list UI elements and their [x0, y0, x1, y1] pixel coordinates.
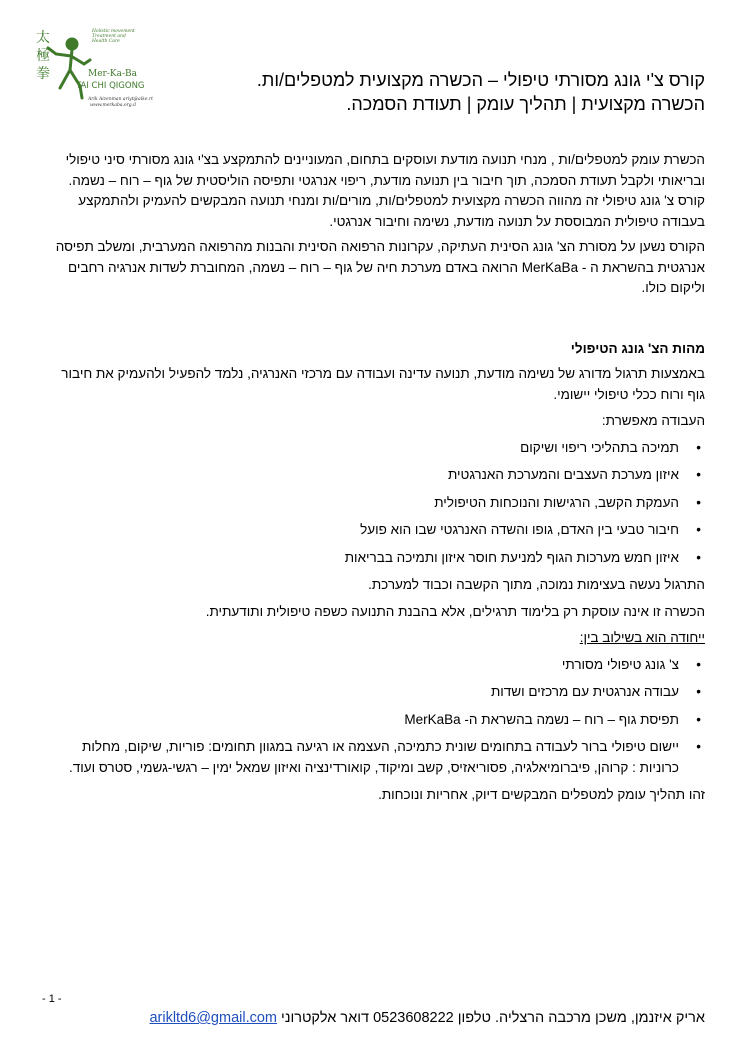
- title-line-1: קורס צ'י גונג מסורתי טיפולי – הכשרה מקצועית למטפלים/ות.: [256, 70, 705, 90]
- document-title: [105, 68, 705, 116]
- document-body: [40, 150, 705, 806]
- logo-small-1: Holistic movement: [92, 29, 135, 34]
- logo-brand-sub: TAI CHI QIGONG: [76, 81, 145, 91]
- benefits-list: [40, 438, 705, 569]
- page-number: - 1 -: [42, 993, 62, 1005]
- uniqueness-list: [40, 655, 705, 779]
- logo-small-3: Health Care: [92, 39, 120, 44]
- list-item: • עבודה אנרגטית עם מרכזים ושדות: [40, 682, 679, 703]
- logo-small-2: Treatment and: [92, 34, 126, 39]
- email-link[interactable]: arikltd6@gmail.com: [149, 1010, 278, 1026]
- list-item: • העמקת הקשב, הרגישות והנוכחות הטיפולית: [40, 493, 679, 514]
- list-item: • תפיסת גוף – רוח – נשמה בהשראת ה- MerKaBa: [40, 710, 679, 731]
- section-paragraph-2: התרגול נעשה בעצימות נמוכה, מתוך הקשבה וכבוד למערכת.: [368, 577, 705, 592]
- section-heading: מהות הצ' גונג הטיפולי: [570, 340, 705, 356]
- list-item: • צ' גונג טיפולי מסורתי: [40, 655, 679, 676]
- section-paragraph-3: הכשרה זו אינה עוסקת רק בלימוד תרגילים, אלא בהבנת התנועה כשפה טיפולית ותודעתית.: [205, 603, 705, 619]
- list-item: • איזון מערכת העצבים והמערכת האנרגטית: [40, 465, 679, 486]
- list-item: • תמיכה בתהליכי ריפוי ושיקום: [40, 438, 679, 459]
- list-item: • יישום טיפולי ברור לעבודה בתחומים שונית כתמיכה, העצמה או רגיעה במגוון תחומים: פוריות, שיקום, מחלות כרוניות : קרוהן, פיברומיאלגיה, פסוריאזיס, קשב ומיקוד, קואורדינציה ואיזון שמאל ימין – רגשי-גשמי, סטרס ועוד.: [40, 737, 679, 778]
- list-item: • חיבור טבעי בין האדם, גופו והשדה האנרגטי שבו הוא פועל: [40, 520, 679, 541]
- logo-char-1: 太: [36, 30, 50, 46]
- list2-intro: ייחודה הוא בשילוב בין:: [579, 630, 705, 645]
- logo-char-2: 極: [36, 48, 50, 64]
- closing-paragraph: זהו תהליך עומק למטפלים המבקשים דיוק, אחריות ונוכחות.: [378, 787, 705, 802]
- logo-char-3: 拳: [36, 66, 50, 82]
- logo-contact-2: www.merkaba.org.il: [90, 103, 136, 108]
- logo-brand: Mer-Ka-Ba: [88, 69, 137, 79]
- title-line-2: הכשרה מקצועית | תהליך עומק | תעודת הסמכה.: [346, 94, 705, 114]
- intro-paragraph-2: הקורס נשען על מסורת הצ' גונג הסינית העתיקה, עקרונות הרפואה הסינית והבנות מהרפואה המערבית, ומשלב תפיסה אנרגטית בהשראת ה - MerKaBa הרואה באדם מערכת חיה של גוף – רוח – נשמה, המחוברת לשדות אנרגיה רחבים וליקום כולו.: [55, 239, 705, 295]
- intro-paragraph-1: הכשרת עומק למטפלים/ות , מנחי תנועה מודעת ועוסקים בתחום, המעוניינים להתמקצע בצ'י גונג מסורתי סיני טיפולי ובריאותי ולקבל תעודת הסמכה, תוך חיבור בין תנועה מודעת, ריפוי אנרגטי ותפיסה הוליסטית של גוף – רוח – נשמה.: [65, 152, 705, 188]
- list-item: • איזון חמש מערכות הגוף למניעת חוסר איזון ותמיכה בבריאות: [40, 548, 679, 569]
- section-paragraph-1: באמצעות תרגול מדורג של נשימה מודעת, תנועה עדינה ועבודה עם מרכזי האנרגיה, נלמד להפעיל ולהעמיק את חיבור גוף ורוח ככלי טיפולי יישומי.: [61, 366, 705, 402]
- footer-contact-text: אריק איזנמן, משכן מרכבה הרצליה. טלפון 0523608222 דואר אלקטרוני: [281, 1010, 705, 1026]
- logo-contact-1: Arik Aizenman ariyt@aike.rt: [88, 97, 153, 102]
- list1-intro: העבודה מאפשרת:: [601, 413, 705, 428]
- footer-contact: [40, 1008, 705, 1028]
- intro-paragraph-1b: קורס צ' גונג טיפולי זה מהווה הכשרה מקצועית למטפלים/ות, מורים/ות ומנחי תנועה המבקשים להעמיק ולהתמקצע בעבודה טיפולית המבוססת על תנועה מודעת, נשימה וחיבור אנרגטי.: [78, 193, 705, 229]
